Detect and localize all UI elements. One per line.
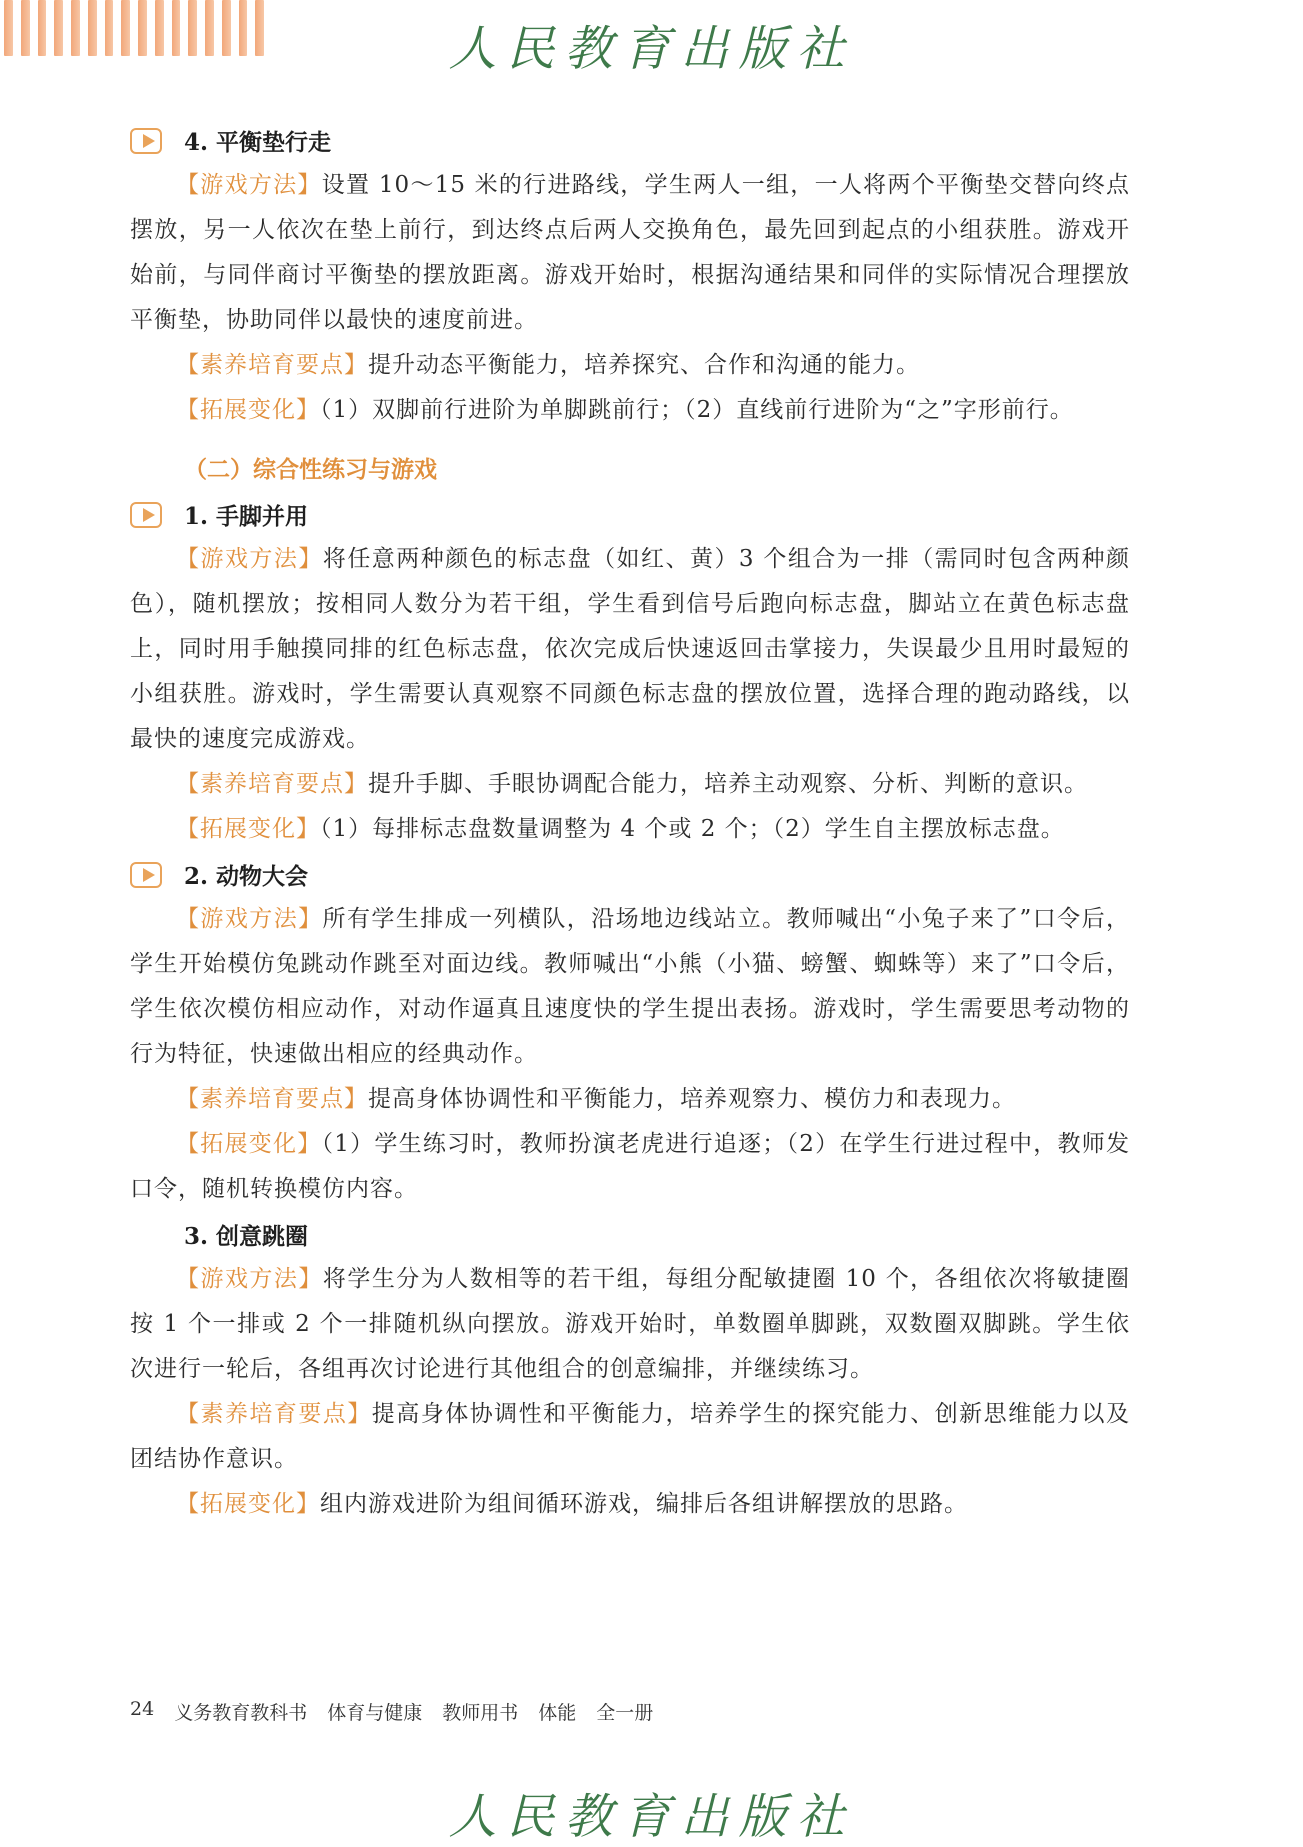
publisher-logo-bottom: 人民教育出版社: [448, 1789, 855, 1845]
game-title: 2. 动物大会: [184, 863, 309, 890]
page-footer: [130, 1698, 653, 1725]
extension-paragraph: 【拓展变化】组内游戏进阶为组间循环游戏，编排后各组讲解摆放的思路。: [176, 1491, 968, 1517]
footer-book-title: 义务教育教科书: [174, 1702, 308, 1724]
game-method-paragraph: 【游戏方法】设置 10～15 米的行进路线，学生两人一组，一人将两个平衡垫交替向终点摆放，另一人依次在垫上前行，到达终点后两人交换角色，最先回到起点的小组获胜。游戏开始前，与同伴商讨平衡垫的摆放距离。游戏开始时，根据沟通结果和同伴的实际情况合理摆放平衡垫，协助同伴以最快的速度前进。: [130, 172, 1131, 333]
footer-subject: 体育与健康: [327, 1702, 423, 1724]
game-heading-balance-pad: [130, 118, 1130, 163]
extension-paragraph: 【拓展变化】（1）双脚前行进阶为单脚跳前行；（2）直线前行进阶为“之”字形前行。: [176, 397, 1074, 423]
play-icon: [130, 128, 162, 154]
game-title: 1. 手脚并用: [184, 503, 309, 530]
footer-volume: 全一册: [596, 1702, 654, 1724]
game-title: 4. 平衡垫行走: [184, 129, 332, 156]
footer-book-type: 教师用书: [442, 1702, 519, 1724]
page-number: 24: [130, 1698, 155, 1720]
game-method-paragraph: 【游戏方法】所有学生排成一列横队，沿场地边线站立。教师喊出“小兔子来了”口令后，学生开始模仿兔跳动作跳至对面边线。教师喊出“小熊（小猫、螃蟹、蜘蛛等）来了”口令后，学生依次模仿相应动作，对动作逼真且速度快的学生提出表扬。游戏时，学生需要思考动物的行为特征，快速做出相应的经典动作。: [130, 906, 1130, 1067]
game-heading-animal-party: [130, 852, 1130, 897]
footer-topic: 体能: [538, 1702, 577, 1724]
literacy-points-paragraph: 【素养培育要点】提升手脚、手眼协调配合能力，培养主动观察、分析、判断的意识。: [176, 771, 1088, 797]
literacy-points-paragraph: 【素养培育要点】提高身体协调性和平衡能力，培养观察力、模仿力和表现力。: [176, 1086, 1016, 1112]
game-heading-hands-feet: [130, 492, 1130, 537]
play-icon: [130, 502, 162, 528]
literacy-points-paragraph: 【素养培育要点】提高身体协调性和平衡能力，培养学生的探究能力、创新思维能力以及团结协作意识。: [130, 1401, 1131, 1472]
play-icon: [130, 862, 162, 888]
game-heading-creative-hoops: [130, 1212, 1130, 1257]
subsection-title: （二）综合性练习与游戏: [184, 456, 437, 483]
page-content: [130, 118, 1130, 1527]
game-method-paragraph: 【游戏方法】将学生分为人数相等的若干组，每组分配敏捷圈 10 个，各组依次将敏捷圈按 1 个一排或 2 个一排随机纵向摆放。游戏开始时，单数圈单脚跳，双数圈双脚跳。学生依次进行一轮后，各组再次讨论进行其他组合的创意编排，并继续练习。: [130, 1266, 1130, 1382]
literacy-points-paragraph: 【素养培育要点】提升动态平衡能力，培养探究、合作和沟通的能力。: [176, 352, 920, 378]
publisher-logo-top: 人民教育出版社: [448, 21, 855, 77]
extension-paragraph: 【拓展变化】（1）学生练习时，教师扮演老虎进行追逐；（2）在学生行进过程中，教师发口令，随机转换模仿内容。: [130, 1131, 1130, 1202]
game-title: 3. 创意跳圈: [184, 1223, 309, 1250]
game-method-paragraph: 【游戏方法】将任意两种颜色的标志盘（如红、黄）3 个组合为一排（需同时包含两种颜色），随机摆放；按相同人数分为若干组，学生看到信号后跑向标志盘，脚站立在黄色标志盘上，同时用手触摸同排的红色标志盘，依次完成后快速返回击掌接力，失误最少且用时最短的小组获胜。游戏时，学生需要认真观察不同颜色标志盘的摆放位置，选择合理的跑动路线，以最快的速度完成游戏。: [130, 546, 1131, 752]
extension-paragraph: 【拓展变化】（1）每排标志盘数量调整为 4 个或 2 个；（2）学生自主摆放标志盘。: [176, 816, 1065, 842]
